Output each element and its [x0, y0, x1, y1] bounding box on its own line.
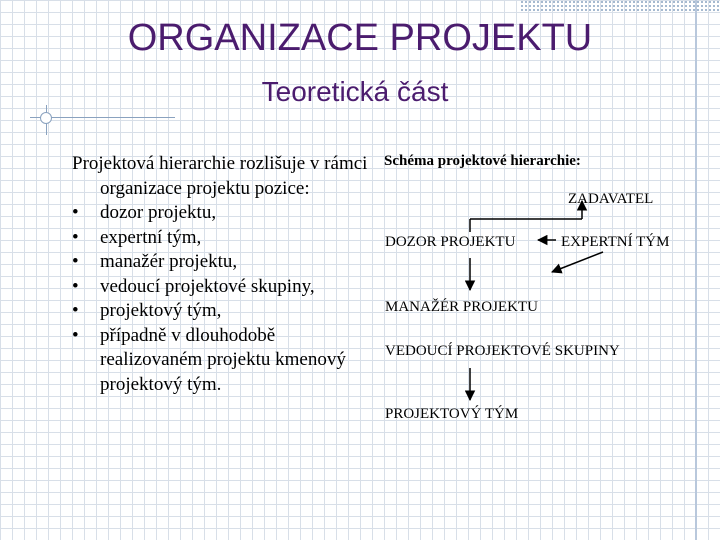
list-item-text: vedoucí projektové skupiny, [100, 275, 315, 297]
slide-title: ORGANIZACE PROJEKTU [127, 17, 593, 59]
list-item [72, 226, 372, 251]
bullet-icon: • [72, 251, 79, 272]
intro-text: Projektová hierarchie rozlišuje v rámci organizace projektu pozice: [72, 153, 368, 199]
hierarchy-description [72, 152, 372, 397]
node-projektovy-tym: PROJEKTOVÝ TÝM [385, 406, 519, 422]
bullet-icon: • [72, 275, 79, 297]
list-item-text: případně v dlouhodobě realizovaném projektu kmenový projektový tým. [100, 324, 346, 395]
decorative-circle [40, 112, 52, 124]
node-dozor-projektu: DOZOR PROJEKTU [385, 234, 516, 250]
position-list [72, 201, 372, 397]
list-item [72, 324, 372, 398]
schema-title: Schéma projektové hierarchie: [384, 153, 581, 169]
list-item [72, 250, 372, 275]
list-item-text: expertní tým, [100, 226, 202, 248]
node-manazer-projektu: MANAŽÉR PROJEKTU [385, 299, 538, 315]
list-item [72, 275, 372, 300]
node-vedouci-skupiny: VEDOUCÍ PROJEKTOVÉ SKUPINY [385, 343, 620, 359]
arrow-expert-to-manazer [552, 252, 603, 272]
node-zadavatel: ZADAVATEL [568, 191, 654, 207]
bullet-icon: • [72, 324, 79, 346]
bullet-icon: • [72, 202, 79, 223]
list-item-text: projektový tým, [100, 300, 222, 321]
bullet-icon: • [72, 226, 79, 248]
list-item [72, 201, 372, 226]
corner-dot-pattern [520, 0, 720, 12]
slide-subtitle: Teoretická část [261, 76, 449, 107]
list-item-text: dozor projektu, [100, 202, 217, 223]
bullet-icon: • [72, 300, 79, 321]
arrow-bracket-zadavatel [470, 219, 582, 232]
list-item-text: manažér projektu, [100, 251, 238, 272]
list-item [72, 299, 372, 324]
node-expertni-tym: EXPERTNÍ TÝM [561, 234, 670, 250]
